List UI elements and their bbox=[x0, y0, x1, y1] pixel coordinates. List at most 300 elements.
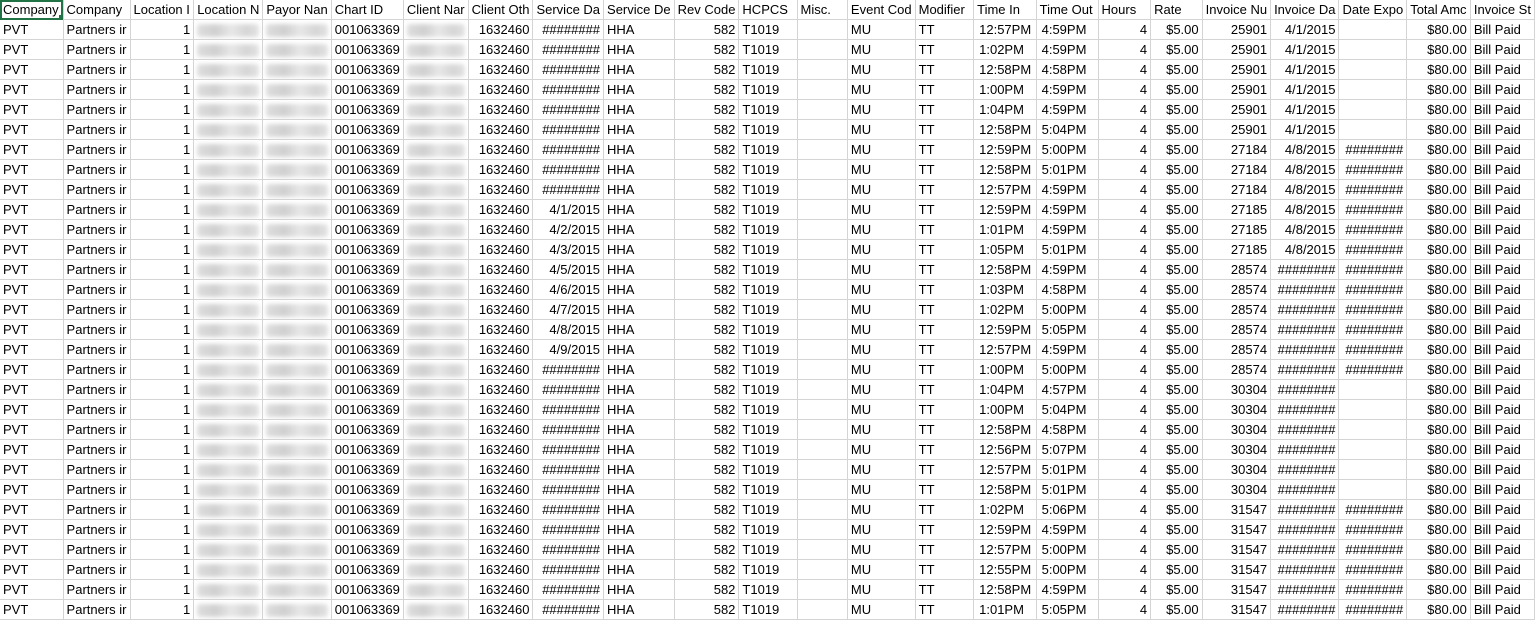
table-cell[interactable]: 5:05PM bbox=[1036, 320, 1098, 340]
column-header[interactable]: Rate bbox=[1151, 0, 1203, 20]
table-cell[interactable]: MU bbox=[847, 320, 915, 340]
table-cell[interactable]: ######## bbox=[1339, 200, 1407, 220]
table-cell[interactable]: 1 bbox=[130, 140, 194, 160]
table-cell[interactable]: MU bbox=[847, 460, 915, 480]
table-cell[interactable]: 4/8/2015 bbox=[1271, 140, 1339, 160]
table-cell[interactable]: PVT bbox=[0, 380, 63, 400]
table-cell[interactable]: 582 bbox=[674, 400, 739, 420]
table-cell[interactable]: 1632460 bbox=[468, 520, 533, 540]
table-cell[interactable] bbox=[194, 360, 263, 380]
table-cell[interactable] bbox=[797, 100, 847, 120]
table-cell[interactable]: Bill Paid bbox=[1470, 440, 1534, 460]
table-cell[interactable]: 1632460 bbox=[468, 320, 533, 340]
table-cell[interactable] bbox=[263, 580, 331, 600]
table-cell[interactable] bbox=[194, 580, 263, 600]
table-cell[interactable]: ######## bbox=[1339, 340, 1407, 360]
table-cell[interactable] bbox=[797, 400, 847, 420]
table-cell[interactable]: ######## bbox=[533, 460, 604, 480]
table-cell[interactable]: 582 bbox=[674, 520, 739, 540]
table-cell[interactable]: Bill Paid bbox=[1470, 240, 1534, 260]
table-cell[interactable] bbox=[403, 200, 468, 220]
table-cell[interactable]: MU bbox=[847, 40, 915, 60]
table-cell[interactable]: 1 bbox=[130, 20, 194, 40]
table-cell[interactable]: Bill Paid bbox=[1470, 580, 1534, 600]
table-cell[interactable]: HHA bbox=[604, 480, 675, 500]
table-cell[interactable]: 582 bbox=[674, 160, 739, 180]
table-cell[interactable]: 30304 bbox=[1202, 440, 1270, 460]
table-cell[interactable]: 1632460 bbox=[468, 160, 533, 180]
table-cell[interactable]: ######## bbox=[533, 500, 604, 520]
table-cell[interactable]: PVT bbox=[0, 140, 63, 160]
table-cell[interactable]: MU bbox=[847, 340, 915, 360]
table-cell[interactable]: $80.00 bbox=[1407, 420, 1471, 440]
table-cell[interactable]: $5.00 bbox=[1151, 40, 1203, 60]
table-cell[interactable]: PVT bbox=[0, 20, 63, 40]
column-header[interactable]: Hours bbox=[1098, 0, 1151, 20]
table-cell[interactable] bbox=[797, 140, 847, 160]
table-cell[interactable]: $80.00 bbox=[1407, 40, 1471, 60]
table-cell[interactable] bbox=[403, 260, 468, 280]
table-cell[interactable]: Bill Paid bbox=[1470, 540, 1534, 560]
table-cell[interactable]: ######## bbox=[533, 20, 604, 40]
table-cell[interactable]: 4/8/2015 bbox=[1271, 180, 1339, 200]
table-cell[interactable]: Partners ir bbox=[63, 360, 130, 380]
table-cell[interactable]: 4:58PM bbox=[1036, 420, 1098, 440]
table-cell[interactable]: ######## bbox=[1271, 260, 1339, 280]
table-cell[interactable]: ######## bbox=[533, 520, 604, 540]
table-cell[interactable]: 28574 bbox=[1202, 300, 1270, 320]
table-cell[interactable]: 12:58PM bbox=[974, 120, 1036, 140]
table-cell[interactable]: 582 bbox=[674, 560, 739, 580]
table-cell[interactable]: 27185 bbox=[1202, 220, 1270, 240]
table-cell[interactable]: ######## bbox=[1271, 520, 1339, 540]
table-cell[interactable]: $80.00 bbox=[1407, 580, 1471, 600]
table-cell[interactable]: 1632460 bbox=[468, 80, 533, 100]
table-cell[interactable] bbox=[263, 480, 331, 500]
table-cell[interactable] bbox=[194, 340, 263, 360]
table-cell[interactable]: 4 bbox=[1098, 280, 1151, 300]
table-cell[interactable]: $80.00 bbox=[1407, 300, 1471, 320]
table-cell[interactable]: 1632460 bbox=[468, 460, 533, 480]
table-cell[interactable]: 12:59PM bbox=[974, 140, 1036, 160]
table-cell[interactable] bbox=[194, 220, 263, 240]
table-cell[interactable]: 1 bbox=[130, 520, 194, 540]
table-cell[interactable]: ######## bbox=[533, 440, 604, 460]
table-cell[interactable]: ######## bbox=[533, 60, 604, 80]
table-cell[interactable]: MU bbox=[847, 300, 915, 320]
table-cell[interactable]: 582 bbox=[674, 180, 739, 200]
table-cell[interactable]: ######## bbox=[533, 580, 604, 600]
table-cell[interactable]: Bill Paid bbox=[1470, 160, 1534, 180]
table-cell[interactable]: 001063369 bbox=[331, 540, 403, 560]
column-header[interactable]: Client Oth bbox=[468, 0, 533, 20]
table-cell[interactable] bbox=[263, 500, 331, 520]
table-cell[interactable] bbox=[403, 40, 468, 60]
table-cell[interactable] bbox=[194, 280, 263, 300]
table-cell[interactable]: ######## bbox=[533, 160, 604, 180]
table-cell[interactable]: Bill Paid bbox=[1470, 20, 1534, 40]
table-cell[interactable]: PVT bbox=[0, 280, 63, 300]
table-cell[interactable]: Bill Paid bbox=[1470, 120, 1534, 140]
table-cell[interactable] bbox=[797, 60, 847, 80]
table-cell[interactable]: 28574 bbox=[1202, 280, 1270, 300]
table-cell[interactable]: $5.00 bbox=[1151, 540, 1203, 560]
table-cell[interactable]: 1632460 bbox=[468, 140, 533, 160]
table-cell[interactable]: $80.00 bbox=[1407, 20, 1471, 40]
table-cell[interactable] bbox=[263, 40, 331, 60]
table-cell[interactable]: PVT bbox=[0, 540, 63, 560]
table-cell[interactable]: Bill Paid bbox=[1470, 140, 1534, 160]
table-cell[interactable]: 1632460 bbox=[468, 580, 533, 600]
table-cell[interactable] bbox=[194, 120, 263, 140]
table-cell[interactable]: Bill Paid bbox=[1470, 180, 1534, 200]
table-cell[interactable]: Bill Paid bbox=[1470, 100, 1534, 120]
table-cell[interactable]: 001063369 bbox=[331, 340, 403, 360]
table-cell[interactable]: 001063369 bbox=[331, 80, 403, 100]
table-cell[interactable]: 1 bbox=[130, 560, 194, 580]
table-cell[interactable]: ######## bbox=[1271, 400, 1339, 420]
table-cell[interactable]: ######## bbox=[1339, 360, 1407, 380]
table-cell[interactable]: 1:05PM bbox=[974, 240, 1036, 260]
table-cell[interactable]: 28574 bbox=[1202, 260, 1270, 280]
column-header[interactable]: Event Cod bbox=[847, 0, 915, 20]
table-cell[interactable]: TT bbox=[915, 500, 974, 520]
column-header[interactable]: Date Expo bbox=[1339, 0, 1407, 20]
table-cell[interactable]: Bill Paid bbox=[1470, 380, 1534, 400]
table-cell[interactable]: 4 bbox=[1098, 100, 1151, 120]
table-cell[interactable]: Partners ir bbox=[63, 240, 130, 260]
table-cell[interactable]: ######## bbox=[1271, 360, 1339, 380]
table-cell[interactable] bbox=[797, 460, 847, 480]
table-cell[interactable]: 1:02PM bbox=[974, 500, 1036, 520]
table-cell[interactable]: T1019 bbox=[739, 500, 797, 520]
table-cell[interactable]: 001063369 bbox=[331, 600, 403, 620]
table-cell[interactable]: 001063369 bbox=[331, 160, 403, 180]
table-cell[interactable]: 1 bbox=[130, 440, 194, 460]
table-cell[interactable]: 1 bbox=[130, 80, 194, 100]
table-cell[interactable]: MU bbox=[847, 140, 915, 160]
table-cell[interactable] bbox=[797, 540, 847, 560]
table-cell[interactable]: Bill Paid bbox=[1470, 600, 1534, 620]
table-cell[interactable]: 31547 bbox=[1202, 580, 1270, 600]
table-cell[interactable]: 4/1/2015 bbox=[1271, 120, 1339, 140]
table-cell[interactable]: 1:02PM bbox=[974, 40, 1036, 60]
table-cell[interactable]: HHA bbox=[604, 280, 675, 300]
table-cell[interactable] bbox=[797, 500, 847, 520]
table-cell[interactable] bbox=[263, 460, 331, 480]
table-cell[interactable]: 4/1/2015 bbox=[1271, 80, 1339, 100]
table-cell[interactable]: 30304 bbox=[1202, 420, 1270, 440]
table-cell[interactable] bbox=[797, 600, 847, 620]
table-cell[interactable]: 1632460 bbox=[468, 400, 533, 420]
table-cell[interactable]: HHA bbox=[604, 200, 675, 220]
table-cell[interactable]: 4 bbox=[1098, 240, 1151, 260]
column-header[interactable]: Invoice Da bbox=[1271, 0, 1339, 20]
table-cell[interactable]: 582 bbox=[674, 80, 739, 100]
table-cell[interactable]: 1 bbox=[130, 340, 194, 360]
table-cell[interactable] bbox=[797, 220, 847, 240]
table-cell[interactable]: MU bbox=[847, 380, 915, 400]
table-cell[interactable]: $5.00 bbox=[1151, 400, 1203, 420]
table-cell[interactable] bbox=[403, 320, 468, 340]
table-cell[interactable]: $5.00 bbox=[1151, 380, 1203, 400]
table-cell[interactable]: PVT bbox=[0, 320, 63, 340]
table-cell[interactable]: ######## bbox=[1339, 560, 1407, 580]
table-cell[interactable]: 1632460 bbox=[468, 300, 533, 320]
table-cell[interactable]: MU bbox=[847, 100, 915, 120]
table-cell[interactable]: Partners ir bbox=[63, 340, 130, 360]
table-cell[interactable]: 12:59PM bbox=[974, 520, 1036, 540]
table-cell[interactable] bbox=[263, 100, 331, 120]
table-cell[interactable]: PVT bbox=[0, 440, 63, 460]
column-header[interactable]: Time Out bbox=[1036, 0, 1098, 20]
table-cell[interactable]: 4:58PM bbox=[1036, 280, 1098, 300]
table-cell[interactable]: 12:57PM bbox=[974, 180, 1036, 200]
table-cell[interactable]: T1019 bbox=[739, 140, 797, 160]
table-cell[interactable]: Bill Paid bbox=[1470, 420, 1534, 440]
table-cell[interactable]: T1019 bbox=[739, 240, 797, 260]
table-cell[interactable] bbox=[194, 200, 263, 220]
table-cell[interactable]: 001063369 bbox=[331, 360, 403, 380]
table-cell[interactable]: 27185 bbox=[1202, 200, 1270, 220]
table-cell[interactable]: 4 bbox=[1098, 480, 1151, 500]
table-cell[interactable]: 1632460 bbox=[468, 120, 533, 140]
table-cell[interactable]: PVT bbox=[0, 260, 63, 280]
table-cell[interactable]: $80.00 bbox=[1407, 560, 1471, 580]
table-cell[interactable] bbox=[194, 260, 263, 280]
table-cell[interactable]: $80.00 bbox=[1407, 380, 1471, 400]
table-cell[interactable] bbox=[194, 400, 263, 420]
table-cell[interactable]: Partners ir bbox=[63, 460, 130, 480]
table-cell[interactable]: ######## bbox=[533, 540, 604, 560]
table-cell[interactable] bbox=[797, 40, 847, 60]
table-cell[interactable]: 4/8/2015 bbox=[533, 320, 604, 340]
table-cell[interactable]: 001063369 bbox=[331, 560, 403, 580]
table-cell[interactable]: 4 bbox=[1098, 160, 1151, 180]
table-cell[interactable]: T1019 bbox=[739, 400, 797, 420]
table-cell[interactable]: 12:59PM bbox=[974, 320, 1036, 340]
table-cell[interactable]: PVT bbox=[0, 60, 63, 80]
table-cell[interactable]: 1 bbox=[130, 580, 194, 600]
table-cell[interactable]: $80.00 bbox=[1407, 500, 1471, 520]
table-cell[interactable] bbox=[263, 280, 331, 300]
table-cell[interactable]: $5.00 bbox=[1151, 100, 1203, 120]
table-cell[interactable] bbox=[797, 440, 847, 460]
table-cell[interactable] bbox=[194, 320, 263, 340]
table-cell[interactable]: $80.00 bbox=[1407, 100, 1471, 120]
table-cell[interactable]: 12:58PM bbox=[974, 480, 1036, 500]
column-header[interactable]: Location I bbox=[130, 0, 194, 20]
table-cell[interactable] bbox=[1339, 400, 1407, 420]
table-cell[interactable]: 1 bbox=[130, 500, 194, 520]
table-cell[interactable]: $5.00 bbox=[1151, 480, 1203, 500]
table-cell[interactable]: HHA bbox=[604, 60, 675, 80]
table-cell[interactable] bbox=[403, 440, 468, 460]
table-cell[interactable]: 4:59PM bbox=[1036, 20, 1098, 40]
column-header[interactable]: HCPCS bbox=[739, 0, 797, 20]
table-cell[interactable]: $80.00 bbox=[1407, 520, 1471, 540]
table-cell[interactable]: $80.00 bbox=[1407, 60, 1471, 80]
table-cell[interactable] bbox=[797, 480, 847, 500]
table-cell[interactable]: 4 bbox=[1098, 40, 1151, 60]
table-cell[interactable]: 31547 bbox=[1202, 520, 1270, 540]
table-cell[interactable] bbox=[403, 120, 468, 140]
table-cell[interactable] bbox=[194, 560, 263, 580]
table-cell[interactable]: HHA bbox=[604, 20, 675, 40]
table-cell[interactable]: Partners ir bbox=[63, 60, 130, 80]
table-cell[interactable]: T1019 bbox=[739, 200, 797, 220]
table-cell[interactable]: $5.00 bbox=[1151, 80, 1203, 100]
table-cell[interactable]: T1019 bbox=[739, 340, 797, 360]
table-cell[interactable]: 30304 bbox=[1202, 460, 1270, 480]
table-cell[interactable]: Bill Paid bbox=[1470, 320, 1534, 340]
table-cell[interactable]: Partners ir bbox=[63, 380, 130, 400]
table-cell[interactable]: Partners ir bbox=[63, 420, 130, 440]
table-cell[interactable]: TT bbox=[915, 280, 974, 300]
table-cell[interactable]: $5.00 bbox=[1151, 420, 1203, 440]
table-cell[interactable] bbox=[194, 240, 263, 260]
table-cell[interactable] bbox=[403, 80, 468, 100]
table-cell[interactable]: $80.00 bbox=[1407, 180, 1471, 200]
table-cell[interactable]: ######## bbox=[1271, 380, 1339, 400]
table-cell[interactable]: Partners ir bbox=[63, 560, 130, 580]
table-cell[interactable]: HHA bbox=[604, 220, 675, 240]
table-cell[interactable]: 1632460 bbox=[468, 600, 533, 620]
table-cell[interactable]: ######## bbox=[533, 420, 604, 440]
table-cell[interactable] bbox=[797, 560, 847, 580]
table-cell[interactable]: $80.00 bbox=[1407, 340, 1471, 360]
table-cell[interactable] bbox=[403, 100, 468, 120]
table-cell[interactable] bbox=[403, 420, 468, 440]
table-cell[interactable]: 1632460 bbox=[468, 20, 533, 40]
table-cell[interactable]: 25901 bbox=[1202, 80, 1270, 100]
table-cell[interactable]: 5:00PM bbox=[1036, 140, 1098, 160]
table-cell[interactable]: 1:02PM bbox=[974, 300, 1036, 320]
table-cell[interactable]: $5.00 bbox=[1151, 60, 1203, 80]
table-cell[interactable]: 12:58PM bbox=[974, 260, 1036, 280]
table-cell[interactable]: MU bbox=[847, 500, 915, 520]
table-cell[interactable]: 582 bbox=[674, 580, 739, 600]
table-cell[interactable]: 001063369 bbox=[331, 100, 403, 120]
table-cell[interactable]: 5:01PM bbox=[1036, 460, 1098, 480]
table-cell[interactable] bbox=[797, 260, 847, 280]
table-cell[interactable]: 5:00PM bbox=[1036, 300, 1098, 320]
table-cell[interactable] bbox=[194, 100, 263, 120]
table-cell[interactable]: PVT bbox=[0, 100, 63, 120]
table-cell[interactable]: 31547 bbox=[1202, 560, 1270, 580]
table-cell[interactable]: Partners ir bbox=[63, 300, 130, 320]
table-cell[interactable]: 5:00PM bbox=[1036, 560, 1098, 580]
table-cell[interactable]: 5:04PM bbox=[1036, 120, 1098, 140]
table-cell[interactable]: MU bbox=[847, 560, 915, 580]
table-cell[interactable]: 27184 bbox=[1202, 180, 1270, 200]
table-cell[interactable]: MU bbox=[847, 220, 915, 240]
table-cell[interactable]: Bill Paid bbox=[1470, 80, 1534, 100]
table-cell[interactable]: 582 bbox=[674, 120, 739, 140]
table-cell[interactable]: 1 bbox=[130, 320, 194, 340]
table-cell[interactable]: HHA bbox=[604, 260, 675, 280]
table-cell[interactable]: Partners ir bbox=[63, 100, 130, 120]
table-cell[interactable]: 12:57PM bbox=[974, 340, 1036, 360]
table-cell[interactable]: 1632460 bbox=[468, 60, 533, 80]
table-cell[interactable]: MU bbox=[847, 20, 915, 40]
table-cell[interactable] bbox=[194, 500, 263, 520]
table-cell[interactable]: 1:01PM bbox=[974, 600, 1036, 620]
table-cell[interactable]: 4 bbox=[1098, 580, 1151, 600]
table-cell[interactable]: 1:01PM bbox=[974, 220, 1036, 240]
table-cell[interactable]: 1632460 bbox=[468, 220, 533, 240]
table-cell[interactable]: $80.00 bbox=[1407, 260, 1471, 280]
table-cell[interactable]: 4/5/2015 bbox=[533, 260, 604, 280]
table-cell[interactable]: 001063369 bbox=[331, 40, 403, 60]
table-cell[interactable] bbox=[1339, 80, 1407, 100]
table-cell[interactable]: ######## bbox=[1271, 480, 1339, 500]
table-cell[interactable]: PVT bbox=[0, 500, 63, 520]
table-cell[interactable]: Partners ir bbox=[63, 160, 130, 180]
table-cell[interactable]: 4/1/2015 bbox=[1271, 40, 1339, 60]
table-cell[interactable] bbox=[263, 440, 331, 460]
table-cell[interactable]: 5:01PM bbox=[1036, 160, 1098, 180]
table-cell[interactable] bbox=[1339, 380, 1407, 400]
table-cell[interactable]: 001063369 bbox=[331, 20, 403, 40]
table-cell[interactable]: $80.00 bbox=[1407, 220, 1471, 240]
table-cell[interactable] bbox=[263, 260, 331, 280]
table-cell[interactable]: 4/7/2015 bbox=[533, 300, 604, 320]
table-cell[interactable]: HHA bbox=[604, 140, 675, 160]
table-cell[interactable]: ######## bbox=[1339, 140, 1407, 160]
table-cell[interactable] bbox=[1339, 440, 1407, 460]
table-cell[interactable] bbox=[403, 280, 468, 300]
table-cell[interactable] bbox=[797, 580, 847, 600]
table-cell[interactable]: $5.00 bbox=[1151, 260, 1203, 280]
table-cell[interactable]: ######## bbox=[1339, 520, 1407, 540]
table-cell[interactable]: 1632460 bbox=[468, 260, 533, 280]
table-cell[interactable]: TT bbox=[915, 60, 974, 80]
table-cell[interactable]: TT bbox=[915, 600, 974, 620]
table-cell[interactable]: ######## bbox=[1271, 300, 1339, 320]
table-cell[interactable] bbox=[194, 20, 263, 40]
table-cell[interactable]: ######## bbox=[1339, 260, 1407, 280]
table-cell[interactable]: 1632460 bbox=[468, 180, 533, 200]
table-cell[interactable]: 28574 bbox=[1202, 340, 1270, 360]
table-cell[interactable]: 582 bbox=[674, 140, 739, 160]
table-cell[interactable]: PVT bbox=[0, 600, 63, 620]
table-cell[interactable]: Partners ir bbox=[63, 200, 130, 220]
table-cell[interactable] bbox=[194, 440, 263, 460]
table-cell[interactable]: 001063369 bbox=[331, 140, 403, 160]
column-header[interactable]: Company bbox=[0, 0, 63, 20]
table-cell[interactable]: 4 bbox=[1098, 460, 1151, 480]
table-cell[interactable]: $5.00 bbox=[1151, 160, 1203, 180]
table-cell[interactable]: Bill Paid bbox=[1470, 560, 1534, 580]
table-cell[interactable]: 12:59PM bbox=[974, 200, 1036, 220]
table-cell[interactable] bbox=[194, 140, 263, 160]
table-cell[interactable]: $5.00 bbox=[1151, 140, 1203, 160]
table-cell[interactable]: 12:57PM bbox=[974, 540, 1036, 560]
table-cell[interactable]: HHA bbox=[604, 380, 675, 400]
table-cell[interactable]: ######## bbox=[533, 480, 604, 500]
table-cell[interactable]: Partners ir bbox=[63, 440, 130, 460]
table-cell[interactable]: 001063369 bbox=[331, 520, 403, 540]
table-cell[interactable]: 4:59PM bbox=[1036, 100, 1098, 120]
table-cell[interactable]: 4 bbox=[1098, 540, 1151, 560]
table-cell[interactable]: 12:57PM bbox=[974, 20, 1036, 40]
table-cell[interactable]: TT bbox=[915, 340, 974, 360]
table-cell[interactable]: $5.00 bbox=[1151, 600, 1203, 620]
table-cell[interactable]: $80.00 bbox=[1407, 360, 1471, 380]
table-cell[interactable] bbox=[403, 520, 468, 540]
table-cell[interactable]: Partners ir bbox=[63, 500, 130, 520]
